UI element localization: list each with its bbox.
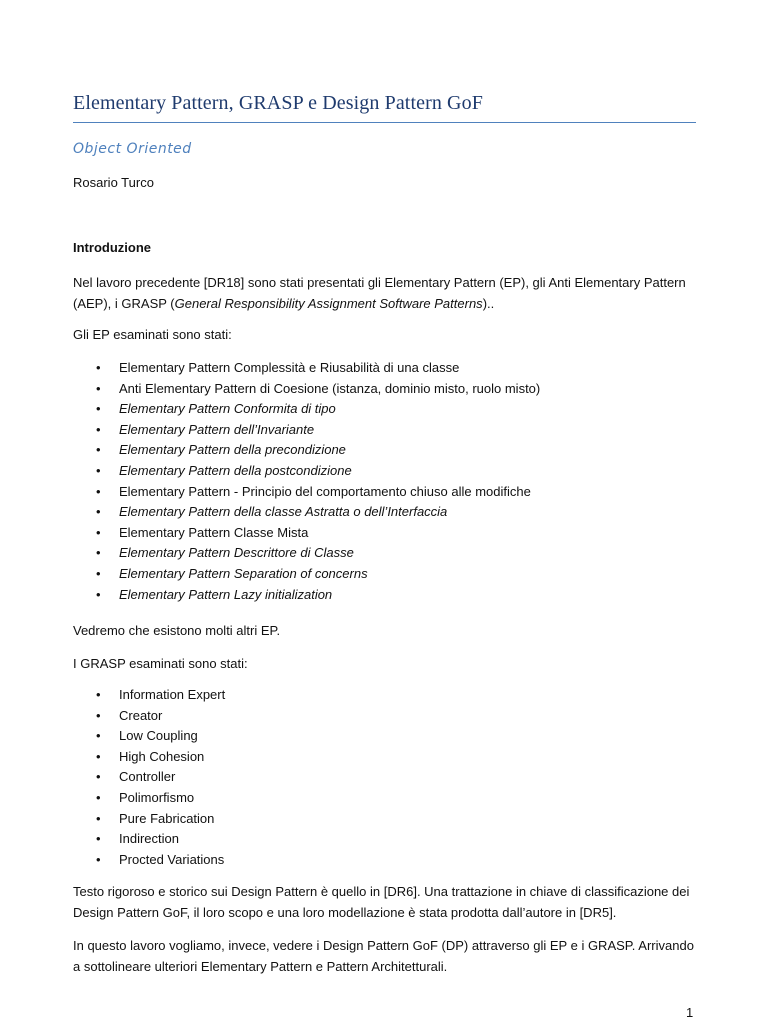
section-heading-introduzione: Introduzione — [73, 240, 151, 255]
list-item — [73, 706, 696, 727]
bullet-icon: • — [96, 401, 101, 417]
paragraph-goals: In questo lavoro vogliamo, invece, vedere i Design Pattern GoF (DP) attraverso gli EP e i GRASP. Arrivando a sottolineare ulteriori Elementary Pattern e Pattern Architetturali. — [73, 938, 694, 974]
paragraph-design-pattern-references: Testo rigoroso e storico sui Design Pattern è quello in [DR6]. Una trattazione in chiave di classificazione dei Design Pattern GoF, il loro scopo e una loro modellazione è stata prodotta dall’autore in [DR5]. — [73, 884, 690, 920]
list-item — [73, 809, 696, 830]
bullet-icon: • — [96, 421, 101, 437]
bullet-icon: • — [96, 707, 101, 723]
bullet-icon: • — [96, 586, 101, 602]
bullet-icon: • — [96, 483, 101, 499]
list-item-text: Elementary Pattern Classe Mista — [119, 524, 309, 540]
list-item — [73, 379, 696, 400]
bullet-icon: • — [96, 462, 101, 478]
paragraph-ep-heading: Gli EP esaminati sono stati: — [73, 327, 232, 342]
bullet-icon: • — [96, 789, 101, 805]
list-item — [73, 747, 696, 768]
list-item — [73, 482, 696, 503]
list-item-text: Elementary Pattern della precondizione — [119, 442, 346, 458]
list-item-text: Elementary Pattern Separation of concerns — [119, 565, 368, 581]
list-item-text: Elementary Pattern Descrittore di Classe — [119, 545, 354, 561]
list-item — [73, 399, 696, 420]
list-item-text: Anti Elementary Pattern di Coesione (istanza, dominio misto, ruolo misto) — [119, 380, 541, 396]
list-item-text: Elementary Pattern della classe Astratta o dell’Interfaccia — [119, 504, 448, 520]
list-item — [73, 420, 696, 441]
list-item — [73, 358, 696, 379]
list-item-text: Elementary Pattern Conformita di tipo — [119, 401, 336, 417]
list-item-text: Elementary Pattern Lazy initialization — [119, 586, 333, 602]
grasp-list — [73, 685, 696, 870]
list-item-text: Information Expert — [119, 687, 226, 702]
list-item — [73, 788, 696, 809]
list-item — [73, 726, 696, 747]
bullet-icon: • — [96, 851, 101, 867]
bullet-icon: • — [96, 748, 101, 764]
list-item-text: Elementary Pattern della postcondizione — [119, 462, 352, 478]
list-item — [73, 829, 696, 850]
bullet-icon: • — [96, 442, 101, 458]
paragraph-intro — [73, 272, 696, 314]
list-item-text: Elementary Pattern dell’Invariante — [119, 421, 315, 437]
bullet-icon: • — [96, 810, 101, 826]
bullet-icon: • — [96, 524, 101, 540]
list-item-text: Procted Variations — [119, 851, 225, 867]
list-item — [73, 461, 696, 482]
document-subtitle: Object Oriented — [73, 141, 192, 157]
list-item — [73, 523, 696, 544]
list-item — [73, 440, 696, 461]
list-item-text: Creator — [119, 707, 163, 723]
paragraph-intro-emphasis: General Responsibility Assignment Software Patterns — [174, 296, 483, 311]
title-divider — [73, 122, 696, 123]
list-item — [73, 502, 696, 523]
document-title: Elementary Pattern, GRASP e Design Pattern GoF — [73, 92, 483, 114]
bullet-icon: • — [96, 769, 101, 785]
bullet-icon: • — [96, 545, 101, 561]
list-item — [73, 585, 696, 606]
list-item-text: Elementary Pattern Complessità e Riusabilità di una classe — [119, 360, 460, 375]
list-item — [73, 685, 696, 706]
bullet-icon: • — [96, 728, 101, 744]
bullet-icon: • — [96, 831, 101, 847]
paragraph-intro-text: Nel lavoro precedente [DR18] sono stati presentati gli Elementary Pattern (EP), gli Anti Elementary Pattern (AEP), i GRASP ( — [73, 275, 686, 311]
list-item-text: Elementary Pattern - Principio del comportamento chiuso alle modifiche — [119, 483, 531, 499]
paragraph-more-ep: Vedremo che esistono molti altri EP. — [73, 623, 281, 638]
bullet-icon: • — [96, 687, 101, 702]
list-item — [73, 564, 696, 585]
list-item-text: High Cohesion — [119, 748, 205, 764]
bullet-icon: • — [96, 565, 101, 581]
list-item-text: Low Coupling — [119, 728, 198, 744]
list-item-text: Polimorfismo — [119, 789, 195, 805]
paragraph-intro-end: ).. — [482, 296, 495, 311]
author-name: Rosario Turco — [73, 175, 154, 190]
list-item — [73, 767, 696, 788]
ep-list — [73, 358, 696, 605]
bullet-icon: • — [96, 360, 101, 375]
list-item-text: Indirection — [119, 831, 179, 847]
list-item-text: Controller — [119, 769, 176, 785]
list-item-text: Pure Fabrication — [119, 810, 215, 826]
paragraph-grasp-heading: I GRASP esaminati sono stati: — [73, 656, 248, 671]
list-item — [73, 543, 696, 564]
bullet-icon: • — [96, 504, 101, 520]
bullet-icon: • — [96, 380, 101, 396]
list-item — [73, 850, 696, 871]
page-number: 1 — [686, 1005, 694, 1020]
